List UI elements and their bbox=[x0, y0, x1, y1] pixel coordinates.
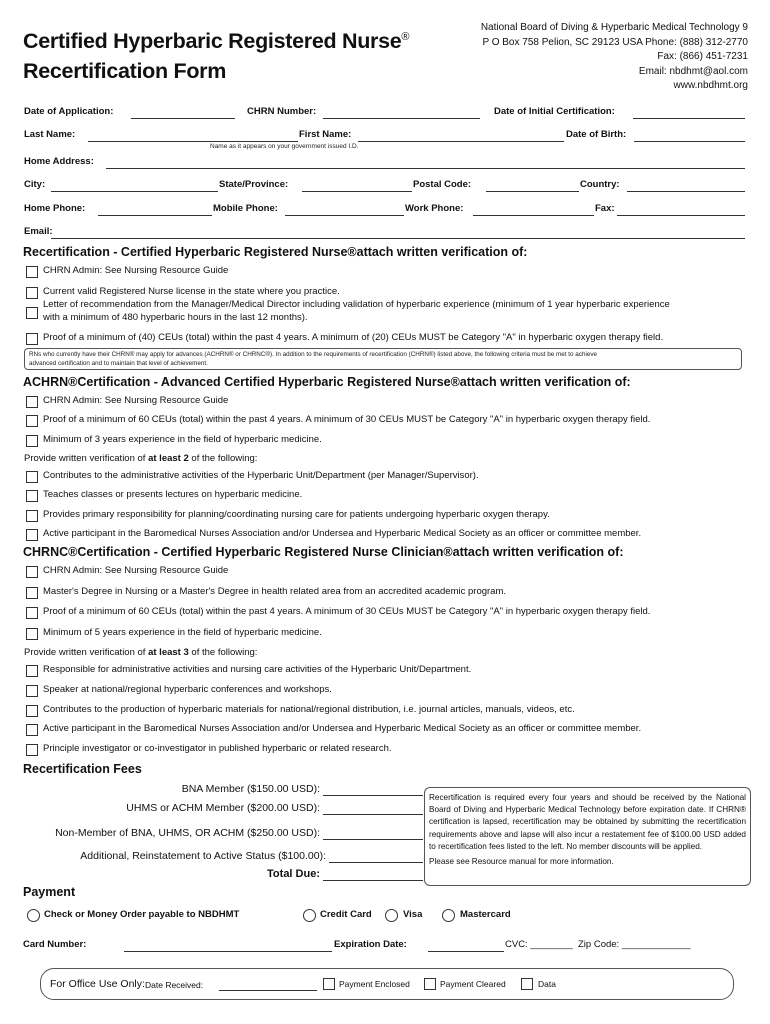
first-name-input[interactable] bbox=[358, 129, 564, 142]
checkbox[interactable] bbox=[26, 705, 38, 717]
organization-info bbox=[481, 21, 748, 94]
state-label: State/Province: bbox=[219, 179, 289, 190]
state-input[interactable] bbox=[302, 179, 412, 192]
total-due-input[interactable] bbox=[323, 868, 423, 881]
city-label: City: bbox=[24, 179, 46, 190]
checkbox[interactable] bbox=[26, 396, 38, 408]
checkbox[interactable] bbox=[26, 510, 38, 522]
mastercard-label: Mastercard bbox=[460, 909, 511, 920]
section-achrn-heading: ACHRN®Certification - Advanced Certified Hyperbaric Registered Nurse®attach written verification of: bbox=[23, 375, 631, 389]
fee-bna-label: BNA Member ($150.00 USD): bbox=[181, 783, 320, 795]
date-initial-input[interactable] bbox=[633, 106, 745, 119]
checkbox[interactable] bbox=[26, 587, 38, 599]
payment-heading: Payment bbox=[23, 885, 76, 899]
cvc-field[interactable]: CVC: ________ bbox=[505, 939, 573, 950]
work-phone-input[interactable] bbox=[473, 203, 594, 216]
home-address-input[interactable] bbox=[106, 156, 745, 169]
section-recertification-heading: Recertification - Certified Hyperbaric Registered Nurse®attach written verification of: bbox=[23, 245, 528, 259]
section-chrnc-heading: CHRNC®Certification - Certified Hyperbaric Registered Nurse Clinician®attach written verification of: bbox=[23, 545, 624, 559]
data-label: Data bbox=[538, 979, 556, 989]
checkbox[interactable] bbox=[26, 287, 38, 299]
org-line: National Board of Diving & Hyperbaric Medical Technology 9 bbox=[480, 22, 748, 33]
work-phone-label: Work Phone: bbox=[405, 203, 464, 214]
date-of-application-label: Date of Application: bbox=[24, 106, 114, 117]
date-received-label: Date Received: bbox=[145, 980, 204, 990]
postal-code-input[interactable] bbox=[486, 179, 579, 192]
home-phone-input[interactable] bbox=[98, 203, 212, 216]
chrn-number-input[interactable] bbox=[323, 106, 480, 119]
fee-reinstatement-label: Additional, Reinstatement to Active Status ($100.00): bbox=[80, 850, 326, 862]
checkbox[interactable] bbox=[26, 744, 38, 756]
fee-non-member-input[interactable] bbox=[323, 827, 423, 840]
advanced-certification-note: RNs who currently have their CHRN® may apply for advances (ACHRN® or CHRNC®). In addition to the requirements of recertification (CHRN®) listed above, the following criteria must be met to achieve advanced certification and to maintain that level of achievement. bbox=[24, 348, 742, 370]
org-line: Fax: (866) 451-7231 bbox=[657, 51, 748, 62]
expiration-date-label: Expiration Date: bbox=[334, 939, 407, 950]
checkbox[interactable] bbox=[26, 685, 38, 697]
last-name-input[interactable] bbox=[88, 129, 298, 142]
check-money-order-radio[interactable] bbox=[27, 909, 40, 922]
form-title bbox=[23, 22, 409, 86]
date-of-birth-label: Date of Birth: bbox=[566, 129, 627, 140]
mastercard-radio[interactable] bbox=[442, 909, 455, 922]
checkbox[interactable] bbox=[26, 665, 38, 677]
office-use-box bbox=[40, 968, 734, 1000]
provide-verification-text: Provide written verification of at least 3 of the following: bbox=[24, 647, 258, 658]
checkbox[interactable] bbox=[26, 566, 38, 578]
total-due-label: Total Due: bbox=[267, 868, 320, 880]
checkbox[interactable] bbox=[26, 529, 38, 541]
office-use-label: For Office Use Only: bbox=[50, 978, 145, 990]
fee-reinstatement-input[interactable] bbox=[329, 850, 423, 863]
checkbox[interactable] bbox=[26, 724, 38, 736]
credit-card-radio[interactable] bbox=[303, 909, 316, 922]
date-of-birth-input[interactable] bbox=[634, 129, 745, 142]
checkbox[interactable] bbox=[26, 333, 38, 345]
credit-card-label: Credit Card bbox=[320, 909, 372, 920]
zip-code-field[interactable]: Zip Code: _____________ bbox=[578, 939, 691, 950]
data-checkbox[interactable] bbox=[521, 978, 533, 990]
last-name-label: Last Name: bbox=[24, 129, 76, 140]
mobile-phone-input[interactable] bbox=[285, 203, 404, 216]
date-of-application-input[interactable] bbox=[131, 106, 235, 119]
city-input[interactable] bbox=[51, 179, 218, 192]
email-label: Email: bbox=[24, 226, 53, 237]
payment-enclosed-checkbox[interactable] bbox=[323, 978, 335, 990]
checkbox[interactable] bbox=[26, 266, 38, 278]
org-line: Email: nbdhmt@aol.com bbox=[638, 65, 748, 77]
home-phone-label: Home Phone: bbox=[24, 203, 86, 214]
checkbox[interactable] bbox=[26, 415, 38, 427]
date-initial-label: Date of Initial Certification: bbox=[494, 106, 615, 117]
fee-bna-input[interactable] bbox=[323, 783, 423, 796]
checkbox[interactable] bbox=[26, 628, 38, 640]
mobile-phone-label: Mobile Phone: bbox=[213, 203, 278, 214]
home-address-label: Home Address: bbox=[24, 156, 94, 167]
fax-label: Fax: bbox=[595, 203, 615, 214]
check-money-order-label: Check or Money Order payable to NBDHMT bbox=[44, 909, 240, 920]
card-number-label: Card Number: bbox=[23, 939, 87, 950]
payment-enclosed-label: Payment Enclosed bbox=[339, 979, 410, 989]
fee-uhms-input[interactable] bbox=[323, 802, 423, 815]
chrn-number-label: CHRN Number: bbox=[247, 106, 317, 117]
org-line: www.nbdhmt.org bbox=[673, 80, 748, 91]
country-label: Country: bbox=[580, 179, 620, 190]
checkbox[interactable] bbox=[26, 490, 38, 502]
checkbox[interactable] bbox=[26, 471, 38, 483]
expiration-date-input[interactable] bbox=[428, 939, 504, 952]
first-name-label: First Name: bbox=[299, 129, 352, 140]
registered-mark: ® bbox=[401, 31, 410, 43]
provide-verification-text: Provide written verification of at least 2 of the following: bbox=[24, 453, 258, 464]
postal-code-label: Postal Code: bbox=[413, 179, 472, 190]
payment-cleared-checkbox[interactable] bbox=[424, 978, 436, 990]
recertification-info-box: Recertification is required every four years and should be received by the National Board of Diving and Hyperbaric Medical Technology before expiration date. If CHRN® certification is lapsed, recertification may be obtained by submitting the recertification requirements above and lapse will also incur a restatement fee of $100.00 USD added to recertification fees listed to the left. No member discounts will be applied. Please see Resource manual for more information. bbox=[424, 787, 751, 886]
email-input[interactable] bbox=[51, 226, 745, 239]
title-line-1: Certified Hyperbaric Registered Nurse bbox=[23, 29, 402, 54]
title-line-2: Recertification Form bbox=[23, 59, 227, 84]
fee-uhms-label: UHMS or ACHM Member ($200.00 USD): bbox=[126, 802, 320, 814]
fax-input[interactable] bbox=[617, 203, 745, 216]
checkbox[interactable] bbox=[26, 307, 38, 319]
date-received-input[interactable] bbox=[219, 978, 317, 991]
recertification-form: Certified Hyperbaric Registered Nurse® Recertification Form National Board of Diving & Hyperbaric Medical Technology 9 P O Box 758 Pelion, SC 29123 USA Phone: (888) 312-2770 Fax: (866) 451-7231 Email: nbdhmt@aol.com www.nbdhmt.org Date of Application: CHRN Number: Date of Initial Certification: Last Name: First Name: Date of Birth: Name as it appears on your government issued I.D. Home Address: City: State/Province: Postal Code: Country: Home Phone: Mobile Phone: Work Phone: Fax: Email: Recertification - Certified Hyperbaric Registered Nurse®attach written verification of: CHRN Admin: See Nursing Resource Guide Current valid Registered Nurse license in the state where you practice. Letter of recommendation from the Manager/Medical Director including validation of hyperbaric experience (minimum of 1 year hyperbaric experience with a minimum of 480 hyperbaric hours in the last 12 months). Proof of a minimum of (40) CEUs (total) within the past 4 years. A minimum of (20) CEUs MUST be Category "A" in hyperbaric oxygen therapy field. RNs who currently have their CHRN® may apply for advances (ACHRN® or CHRNC®). In addition to the requirements of recertification (CHRN®) listed above, the following criteria must be met to achieve advanced certification and to maintain that level of achievement. ACHRN®Certification - Advanced Certified Hyperbaric Registered Nurse®attach written verification of: CHRN Admin: See Nursing Resource Guide Proof of a minimum of 60 CEUs (total) within the past 4 years. A minimum of 30 CEUs MUST be Category "A" in hyperbaric oxygen therapy field. Minimum of 3 years experience in the field of hyperbaric medicine. Provide written verification of at least 2 of the following: Contributes to the administrative activities of the Hyperbaric Unit/Department (per Manager/Supervisor). Teaches classes or presents lectures on hyperbaric medicine. Provides primary responsibility for planning/coordinating nursing care for patients undergoing hyperbaric oxygen therapy. Active participant in the Baromedical Nurses Association and/or Undersea and Hyperbaric Medical Society as an officer or committee member. CHRNC®Certification - Certified Hyperbaric Registered Nurse Clinician®attach written verification of: CHRN Admin: See Nursing Resource Guide Master's Degree in Nursing or a Master's Degree in health related area from an accredited academic program. Proof of a minimum of 60 CEUs (total) within the past 4 years. A minimum of 30 CEUs MUST be Category "A" in hyperbaric oxygen therapy field. Minimum of 5 years experience in the field of hyperbaric medicine. Provide written verification of at least 3 of the following: Responsible for administrative activities and nursing care activities of the Hyperbaric Unit/Department. Speaker at national/regional hyperbaric conferences and workshops. Contributes to the production of hyperbaric materials for national/regional distribution, i.e. journal articles, manuals, videos, etc. Active participant in the Baromedical Nurses Association and/or Undersea and Hyperbaric Medical Society as an officer or committee member. Principle investigator or co-investigator in published hyperbaric or related research. Recertification Fees BNA Member ($150.00 USD): UHMS or ACHM Member ($200.00 USD): Non-Member of BNA, UHMS, OR ACHM ($250.00 USD): Additional, Reinstatement to Active Status ($100.00): Total Due: Recertification is required every four years and should be received by the National Board of Diving and Hyperbaric Medical Technology before expiration date. If CHRN® certification is lapsed, recertification may be obtained by submitting the recertification requirements above and lapse will also incur a restatement fee of $100.00 USD added to recertification fees listed to the left. No member discounts will be applied. Please see Resource manual for more information. Payment Check or Money Order payable to NBDHMT Credit Card Visa Mastercard Card Number: Expiration Date: CVC: ________ Zip Code: _____________ For Office Use Only: Date Received: Payment Enclosed Payment Cleared Data bbox=[0, 0, 770, 1024]
org-line: P O Box 758 Pelion, SC 29123 USA Phone: (888) 312-2770 bbox=[482, 36, 748, 48]
visa-label: Visa bbox=[403, 909, 423, 920]
checkbox[interactable] bbox=[26, 607, 38, 619]
card-number-input[interactable] bbox=[124, 939, 332, 952]
fee-non-member-label: Non-Member of BNA, UHMS, OR ACHM ($250.00 USD): bbox=[55, 827, 320, 839]
checkbox[interactable] bbox=[26, 435, 38, 447]
name-note: Name as it appears on your government issued I.D. bbox=[210, 143, 359, 150]
country-input[interactable] bbox=[627, 179, 745, 192]
payment-cleared-label: Payment Cleared bbox=[440, 979, 506, 989]
fees-heading: Recertification Fees bbox=[23, 762, 142, 776]
visa-radio[interactable] bbox=[385, 909, 398, 922]
